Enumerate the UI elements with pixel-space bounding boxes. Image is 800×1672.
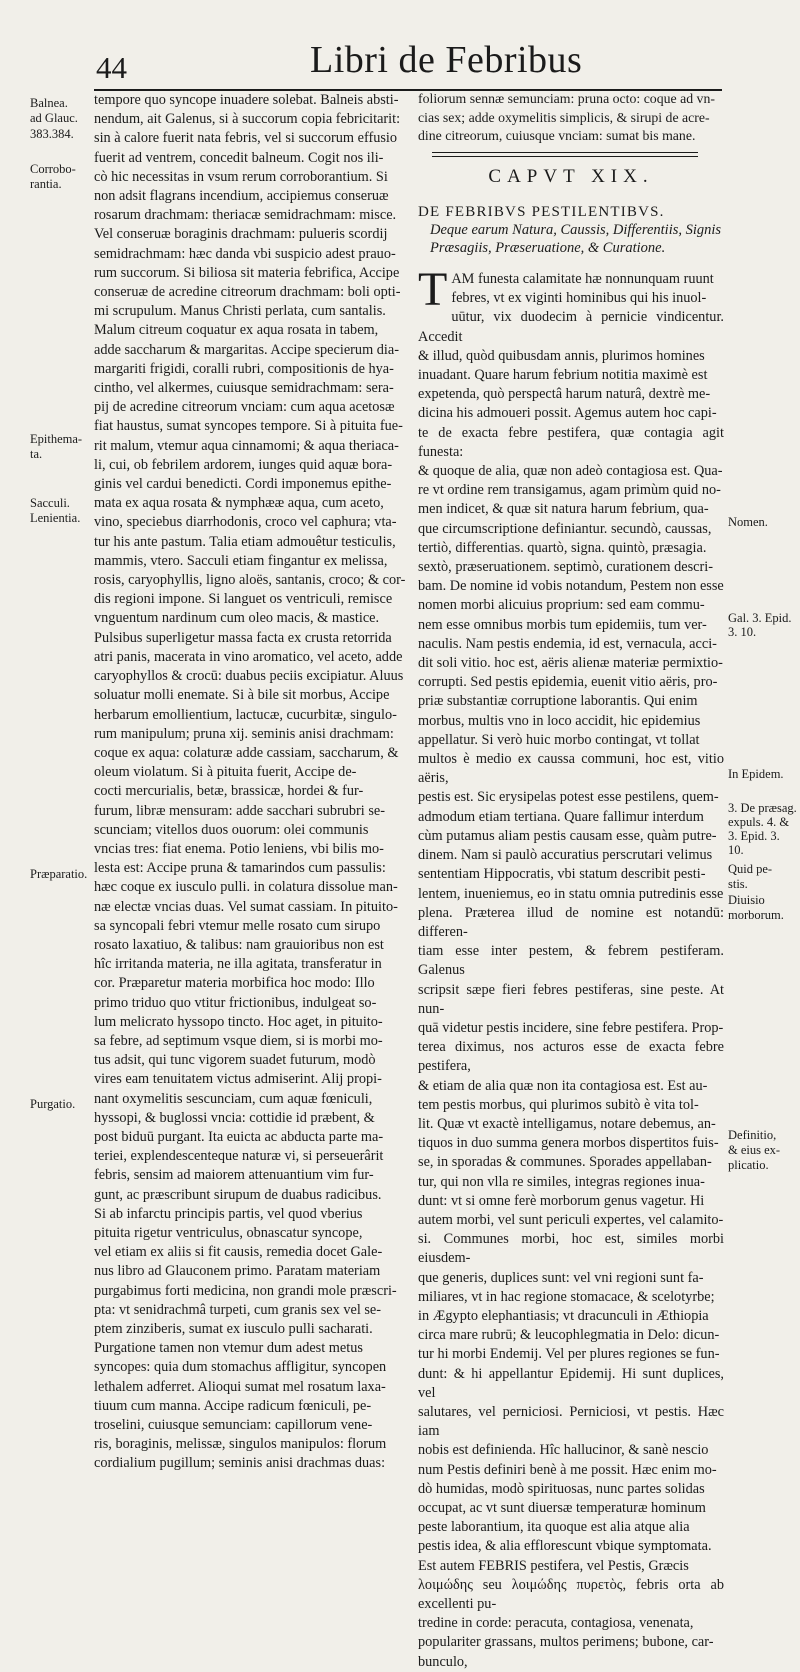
right-margin-note: In Epidem. — [728, 767, 784, 781]
left-column-line: hæc coque ex iusculo pulli. in colatura dissolue man- — [94, 879, 398, 896]
left-margin-note: ta. — [30, 447, 43, 461]
chapter-body-line: AM funesta calamitate hæ nonnunquam ruunt — [451, 271, 714, 287]
left-column-line: rosarum drachmam: theriacæ semidrachmam: misce. — [94, 207, 397, 224]
left-column-line: lethalem adferret. Alioqui sumat mel rosatum laxa- — [94, 1378, 386, 1395]
chapter-body-line: que circumscriptione definiantur. secundò, caussas, — [418, 520, 712, 537]
chapter-body-line: dò humidas, modò spirituosas, nunc partes solidas — [418, 1480, 705, 1497]
left-margin-note: Purgatio. — [30, 1097, 76, 1111]
left-column-line: cor. Præparetur materia morbifica hoc modo: Illo — [94, 975, 375, 992]
left-column-line: conseruæ de acredine citreorum drachmam: boli opti- — [94, 284, 401, 301]
chapter-body-line: febres, vt ex viginti hominibus qui his inuol- — [451, 290, 707, 307]
left-column-line: pta: vt senidrachmâ turpeti, cum granis sex vel se- — [94, 1301, 382, 1318]
chapter-body-line: plena. Præterea illud de nomine est notandū: differen- — [418, 904, 724, 940]
left-column-line: hîc irritanda materia, ne illa agitata, transferatur in — [94, 956, 382, 973]
left-column-line: fiat haustus, sumat syncopes tempore. Si à pituita fue- — [94, 418, 403, 435]
right-margin-note: & eius ex- — [728, 1143, 781, 1157]
chapter-body-line: tiam esse inter pestem, & febrem pestiferam. Galenus — [418, 943, 724, 979]
right-margin-note: stis. — [728, 877, 748, 891]
left-column-line: rum succorum. Si biliosa sit materia febrifica, Accipe — [94, 264, 400, 281]
left-column-line: mammis, vtero. Sacculi etiam fingantur ex melissa, — [94, 552, 388, 569]
left-column-line: febris, sensim ad maiorem attenuantium vim fur- — [94, 1167, 374, 1184]
chapter-body-line: quā videtur pestis incidere, sine febre pestifera. Prop- — [418, 1019, 724, 1036]
left-column-line: vires eam tenuitatem victus admiserint. Alij propi- — [94, 1071, 382, 1088]
chapter-body-line: num Pestis definiri benè à me possit. Hæc enim mo- — [418, 1461, 717, 1478]
left-column-line: pituita rigetur ventriculus, obnascatur syncope, — [94, 1224, 363, 1241]
chapter-body-line: cùm putamus aliam pestis causam esse, quàm putre- — [418, 827, 717, 844]
left-column-line: rit malum, vtemur aqua cinnamomi; & aqua theriaca- — [94, 437, 399, 454]
chapter-body-line: men indicet, & quæ sit natura harum febrium, qua- — [418, 501, 709, 518]
chapter-body-line: occupat, ac vt sunt diuersæ temperaturæ hominum — [418, 1500, 706, 1516]
chapter-body-line: appellatur. Si verò huic morbo contingat, vt tollat — [418, 731, 700, 748]
chapter-body-line: tem pestis morbus, qui plurimos subitò è vita tol- — [418, 1096, 699, 1113]
chapter-body-line: sextò, præseruationem. septimò, curationem descri- — [418, 559, 713, 576]
chapter-body-line: tur, qui non vlla re similes, integras regiones inua- — [418, 1173, 705, 1190]
chapter-body-line: Est autem FEBRIS pestifera, vel Pestis, Græcis — [418, 1557, 689, 1574]
chapter-body-line: tiquos in duo summa genera morbos dispertitos fuis- — [418, 1135, 719, 1152]
left-column-line: cintho, vel alkermes, cuiusque semidrachmam: sera- — [94, 380, 394, 397]
right-margin-note: Quid pe- — [728, 862, 773, 876]
chapter-body-line: miliares, vt in hac regione stomacace, & scelotyrbe; — [418, 1288, 715, 1305]
chapter-body-line: tertiò, differentias. quartò, signa. quintò, præsagia. — [418, 539, 707, 556]
chapter-body-line: morbus, multis vno in loco accidit, hic epidemius — [418, 712, 701, 729]
left-margin-note: Corrobo- — [30, 162, 76, 176]
left-column-line: mi scrupulum. Manus Christi perlata, cum santalis. — [94, 303, 386, 320]
chapter-body-line: nem esse omnibus morbis tum epidemiis, tum ver- — [418, 616, 707, 633]
chapter-body-line: dunt: & hi appellantur Epidemij. Hi sunt duplices, vel — [418, 1365, 724, 1401]
chapter-body-line: salutares, vel perniciosi. Perniciosi, vt pestis. Hæc iam — [418, 1403, 724, 1440]
left-margin-note: Sacculi. — [30, 496, 70, 510]
left-column-line: li, cui, ob febrilem ardorem, iunges quid aquæ bora- — [94, 456, 393, 473]
left-column-line: gunt, ac præscribunt sirupum de duabus radicibus. — [94, 1186, 382, 1203]
left-column-line: mata ex aqua rosata & nymphææ aqua, cum aceto, — [94, 495, 384, 512]
left-column-line: rosato laxatiuo, & talibus: nam grauioribus non est — [94, 936, 384, 953]
right-column-continuation — [418, 90, 724, 146]
chapter-body-line: tredine in corde: peracuta, contagiosa, venenata, — [418, 1615, 694, 1632]
left-column-line: dis regioni impone. Si languet os ventriculi, remisce — [94, 591, 393, 608]
chapter-body-line: inuadant. Quare harum febrium notitia maximè est — [418, 367, 708, 384]
left-column-line: Malum citreum coquatur ex aqua rosata in tabem, — [94, 322, 379, 339]
left-column-line: scunciam; vitellos duos ouorum: olei communis — [94, 821, 369, 838]
left-margin-note: Præparatio. — [30, 867, 88, 881]
chapter-body-line: te de exacta febre pestifera, quæ contagia agit funesta: — [418, 424, 724, 460]
left-column-line: coque ex aqua: colaturæ adde cassiam, saccharum, & — [94, 744, 399, 761]
chapter-body-line: pestis est. Sic erysipelas potest esse pestilens, quem- — [418, 789, 719, 806]
left-margin-note: Balnea. — [30, 96, 68, 110]
left-column-line: Vel conseruæ boraginis drachmam: pulueris scordij — [94, 226, 388, 243]
left-column-line: tus adsit, qui tunc vigorem suadet futurum, modò — [94, 1052, 376, 1069]
left-column-line: Pulsibus superligetur massa facta ex crusta retorrida — [94, 629, 392, 646]
drop-cap: T — [418, 263, 448, 316]
left-margin-note: Lenientia. — [30, 511, 81, 525]
left-column-line: vel etiam ex aliis si fit causis, remedia docet Gale- — [94, 1244, 383, 1261]
left-column-line: margariti frigidi, coralli rubri, compositionis de hya- — [94, 360, 394, 377]
chapter-body-line: λοιμώδης seu λοιμώδης πυρετὸς, febris orta ab excellenti pu- — [418, 1576, 724, 1613]
left-column-line: soluatur molli enemate. Si à bile sit morbus, Accipe — [94, 687, 390, 704]
left-column-line: troselini, cuiusque semunciam: capillorum vene- — [94, 1417, 373, 1434]
left-column-line: sa syncopali febri vtemur melle rosato cum sirupo — [94, 917, 381, 934]
continuation-line: dine citreorum, cuiusque vnciam: sumat bis mane. — [418, 128, 696, 143]
left-column-line: Si ab infarctu principis partis, vel quod vberius — [94, 1205, 363, 1222]
left-column-line: purgabimus forti medicina, non grandi mole præscri- — [94, 1282, 397, 1299]
chapter-body-line: corrupti. Sed pestis epidemia, euenit vitio aëris, pro- — [418, 674, 718, 691]
chapter-body-line: se, in sporadas & communes. Sporades appellaban- — [418, 1154, 712, 1171]
left-column-line: post biduū purgant. Ita euicta ac abducta parte ma- — [94, 1128, 384, 1145]
left-column-line: tempore quo syncope inuadere solebat. Balneis absti- — [94, 92, 399, 108]
left-column-line: tur his ante pastum. Talia etiam admouêtur testiculis, — [94, 533, 396, 550]
right-margin-note: Gal. 3. Epid. — [728, 611, 792, 625]
chapter-body-line: & quoque de alia, quæ non adeò contagiosa est. Qua- — [418, 463, 723, 480]
chapter-title: CAPVT XIX. — [488, 166, 654, 187]
chapter-body-line: naculis. Nam pestis endemia, id est, vernacula, acci- — [418, 635, 717, 652]
chapter-body-line: re vt ordine rem transigamus, agam primùm quid no- — [418, 482, 721, 499]
chapter-body-line: que generis, duplices sunt: vel vni regioni sunt fa- — [418, 1269, 704, 1286]
chapter-separator-rule — [432, 152, 698, 157]
left-column-line: fuerit ad ventrem, concedit balneum. Cogit nos ili- — [94, 149, 384, 166]
left-column-line: ris, boraginis, melissæ, singulos manipulos: florum — [94, 1436, 387, 1453]
chapter-body-line: populariter grassans, multos perimens; bubone, car- — [418, 1634, 714, 1651]
left-column-line: hyssopi, & buglossi vncia: cottidie id præbent, & — [94, 1109, 375, 1126]
chapter-body-line: dicina his admoueri possit. Agemus autem hoc capi- — [418, 405, 717, 422]
left-margin-note: ad Glauc. — [30, 111, 78, 125]
left-column-line: Purgatione tamen non vtemur dum adest metus — [94, 1340, 363, 1357]
chapter-body-line: dunt: vt si omne ferè morborum genus vagetur. Hi — [418, 1192, 705, 1209]
left-column-line: non adsit flagrans incendium, accipiemus conseruæ — [94, 188, 389, 205]
right-margin-note: plicatio. — [728, 1158, 769, 1172]
left-margin-note: rantia. — [30, 177, 62, 191]
left-column-line: nant oxymelitis sescunciam, cum aquæ fœniculi, — [94, 1090, 373, 1107]
left-column-line: ptem zinziberis, sumat ex iusculo pulli sacharati. — [94, 1321, 373, 1337]
left-column-line: rosis, caryophyllis, ligno aloës, santanis, croco; & cor- — [94, 572, 406, 589]
chapter-body-line: nomen morbi alicuius proprium: sed eam commu- — [418, 597, 705, 614]
chapter-body-line: pestis idea, & alia efflorescunt vbique symptomata. — [418, 1538, 712, 1555]
page-number: 44 — [96, 50, 127, 85]
left-column-line: atri panis, macerata in vino aromatico, vel aceto, adde — [94, 648, 403, 665]
left-column-line: vino, speciebus diarrhodonis, croco vel caphura; vta- — [94, 514, 397, 531]
left-column-line: nendum, ait Galenus, si à succorum copia febricitarit: — [94, 111, 401, 128]
right-margin-note: 3. De præsag. — [728, 801, 797, 815]
chapter-body-line: dit soli vitio. hoc est, aëris alienæ materiæ permixtio- — [418, 655, 723, 672]
left-column-line: cò hic necessitas in vsum rerum corroborantium. Si — [94, 168, 388, 185]
left-column-line: lum melicrato hyssopo tincto. Hoc aget, in pituito- — [94, 1013, 383, 1030]
left-column-line: teriei, explendescenteque naturæ vi, si perseuerârit — [94, 1148, 384, 1165]
chapter-body-line: lit. Quæ vt exactè intelligamus, notare debemus, an- — [418, 1115, 716, 1132]
left-column-line: caryophyllos & crocū: duabus peciis excipiatur. Aluus — [94, 668, 404, 685]
left-column-line: adde saccharum & margaritas. Accipe specierum dia- — [94, 341, 400, 358]
chapter-body-line: terea diximus, nos acturos esse de exacta febre pestifera, — [418, 1039, 724, 1075]
left-column-line: cocti mercurialis, betæ, brassicæ, hordei & fur- — [94, 783, 364, 800]
left-column-line: vncias tres: fiat enema. Potio leniens, vbi bilis mo- — [94, 840, 384, 857]
left-column-line: primo triduo quo vtitur frictionibus, indulgeat so- — [94, 994, 377, 1011]
chapter-body-line: admodum etiam tertiana. Quare fallimur interdum — [418, 808, 704, 825]
chapter-body-line: bam. De nomine id vobis notandum, Pestem non esse — [418, 578, 724, 595]
chapter-body-line: circa mare rubrū; & leucophlegmatia in Delo: dicun- — [418, 1327, 720, 1344]
right-margin-note: Nomen. — [728, 515, 768, 529]
left-column-line: sa febre, ad septimum vsque diem, si is morbi mo- — [94, 1032, 383, 1049]
continuation-line: cias sex; adde oxymelitis simplicis, & sirupi de acre- — [418, 109, 710, 125]
chapter-body-line: multos è medio ex caussa communi, hoc est, vitio aëris, — [418, 751, 724, 787]
right-margin-note: Diuisio — [728, 893, 765, 907]
chapter-body-line: expetenda, quò perspectâ harum naturâ, dextrè me- — [418, 386, 711, 403]
chapter-body-line: priæ substantiæ corruptione laborantis. Qui enim — [418, 693, 698, 710]
left-column-line: rum manipulum; pruna xij. seminis anisi drachmam: — [94, 725, 394, 742]
left-column-line: cordialium pugillum; seminis anisi drachmas duas: — [94, 1455, 386, 1472]
chapter-body-line: & etiam de alia quæ non ita contagiosa est. Est au- — [418, 1077, 708, 1094]
chapter-body-line: bunculo, — [418, 1653, 468, 1670]
left-column-line: næ electæ vncias duas. Vel sumat cassiam. In pituito- — [94, 898, 398, 915]
left-column-line: ginis vel cardui benedicti. Cordi imponemus epithe- — [94, 476, 392, 493]
chapter-body-line: tur hi morbi Endemij. Vel per plures regiones se fun- — [418, 1346, 720, 1363]
chapter-body-line: lentem, inueniemus, eo in statu omnia putredinis esse — [418, 885, 724, 902]
left-column-line: pij de acredine citreorum vnciam: cum aqua acetosæ — [94, 399, 395, 416]
chapter-heading: DE FEBRIBVS PESTILENTIBVS. — [418, 204, 665, 220]
left-column-line: syncopes: quia dum stomachus affligitur, syncopen — [94, 1359, 387, 1376]
chapter-body-line: uūtur, vix duodecim à pernicie vindicentur. Accedit — [418, 309, 724, 345]
right-margin-note: 3. 10. — [728, 625, 757, 639]
chapter-body-line: dinem. Nam si paulò accuratius perscrutari velimus — [418, 847, 713, 864]
left-column-line: oleum violatum. Si à pituita fuerit, Accipe de- — [94, 764, 357, 781]
right-margin-note: Definitio, — [728, 1128, 777, 1142]
chapter-body-line: & illud, quòd quibusdam annis, plurimos homines — [418, 347, 705, 364]
chapter-body-line: peste laborantium, ita quoque est alia atque alia — [418, 1519, 690, 1536]
left-column-line: sin à calore fuerit nata febris, vel si succorum effusio — [94, 130, 398, 147]
chapter-body-line: in Ægypto elephantiasis; vt dracunculi in Æthiopia — [418, 1307, 709, 1324]
chapter-body-text — [418, 263, 724, 1672]
chapter-body-line: sententiam Hippocratis, vbi statum describit pesti- — [418, 866, 706, 883]
left-column-line: nus libro ad Glauconem primo. Paratam materiam — [94, 1263, 381, 1280]
continuation-line: foliorum sennæ semunciam: pruna octo: coque ad vn- — [418, 91, 715, 106]
chapter-body-line: scripsit sæpe fieri febres pestiferas, sine peste. At nun- — [418, 981, 724, 1017]
running-title: Libri de Febribus — [310, 39, 583, 81]
left-column-line: tiuum cum manna. Accipe radicum fœniculi, pe- — [94, 1397, 372, 1414]
chapter-body-line: autem morbi, vel sunt periculi expertes, vel calamito- — [418, 1211, 724, 1228]
left-column-line: vnguentum nardinum cum oleo macis, & mastice. — [94, 610, 380, 627]
left-column-line: herbarum emollientium, lactucæ, cucurbitæ, singulo- — [94, 706, 397, 723]
chapter-body-line: nobis est definienda. Hîc hallucinor, & sanè nescio — [418, 1442, 709, 1459]
right-margin-note: 3. Epid. 3. 10. — [728, 829, 780, 857]
chapter-subtitle: Deque earum Natura, Caussis, Differentiis, Signis Præsagiis, Præseruatione, & Curatione. — [430, 222, 722, 256]
left-column-line: furum, libræ mensuram: adde sacchari subrubri se- — [94, 802, 386, 819]
left-column-line: semidrachmam: hæc danda vbi suspicio adest prauo- — [94, 245, 396, 262]
chapter-body-line: si. Communes morbi, hoc est, similes morbi eiusdem- — [418, 1231, 724, 1267]
right-margin-note: expuls. 4. & — [728, 815, 790, 829]
left-margin-note: Epithema- — [30, 432, 83, 446]
right-margin-note: morborum. — [728, 908, 784, 922]
left-margin-note: 383.384. — [30, 127, 74, 141]
left-column-text — [94, 91, 412, 1474]
left-column-line: lesta est: Accipe pruna & tamarindos cum passulis: — [94, 860, 386, 877]
